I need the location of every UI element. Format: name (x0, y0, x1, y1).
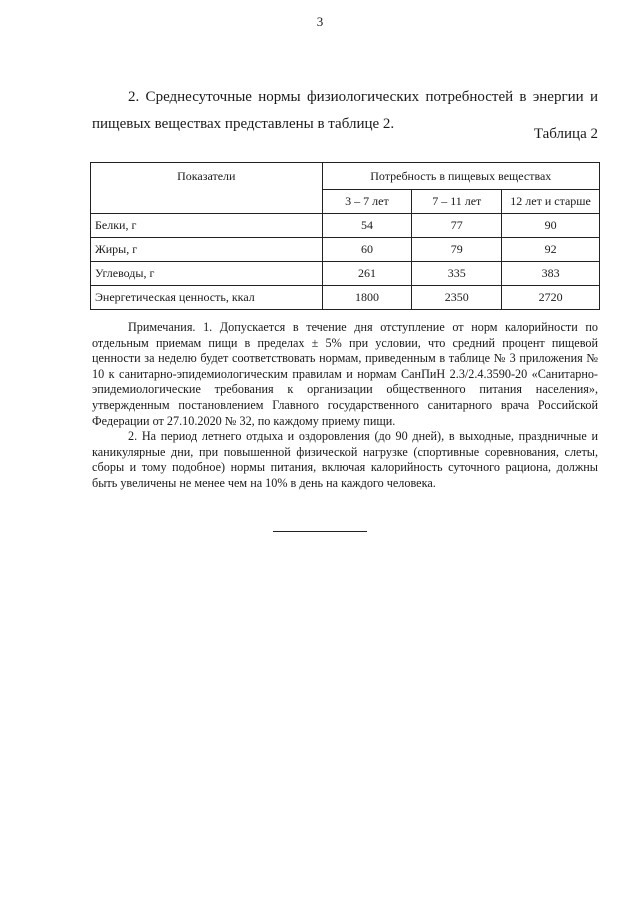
notes-section (92, 320, 598, 492)
row-label: Энергетическая ценность, ккал (91, 286, 323, 310)
row-value: 2720 (502, 286, 600, 310)
row-value: 1800 (322, 286, 412, 310)
row-value: 54 (322, 214, 412, 238)
row-value: 335 (412, 262, 502, 286)
intro-paragraph: 2. Среднесуточные нормы физиологических потребностей в энергии и пищевых веществах представлены в таблице 2. (92, 89, 598, 132)
row-value: 92 (502, 238, 600, 262)
row-label: Углеводы, г (91, 262, 323, 286)
end-divider (273, 531, 367, 532)
nutrition-table (90, 162, 600, 310)
age-group-header: 7 – 11 лет (412, 190, 502, 214)
row-value: 383 (502, 262, 600, 286)
row-value: 60 (322, 238, 412, 262)
row-value: 90 (502, 214, 600, 238)
row-label: Белки, г (91, 214, 323, 238)
table-row (91, 262, 600, 286)
header-indicator: Показатели (91, 163, 323, 214)
age-group-header: 12 лет и старше (502, 190, 600, 214)
table-row (91, 238, 600, 262)
page-number: 3 (316, 14, 324, 29)
row-value: 79 (412, 238, 502, 262)
header-need: Потребность в пищевых веществах (322, 163, 599, 190)
table-row (91, 286, 600, 310)
row-value: 77 (412, 214, 502, 238)
age-group-header: 3 – 7 лет (322, 190, 412, 214)
row-value: 261 (322, 262, 412, 286)
row-value: 2350 (412, 286, 502, 310)
row-label: Жиры, г (91, 238, 323, 262)
table-row (91, 214, 600, 238)
table-caption: Таблица 2 (533, 126, 598, 142)
table-header-row (91, 163, 600, 190)
note-2: 2. На период летнего отдыха и оздоровления (до 90 дней), в выходные, праздничные и каникулярные дни, при повышенной физической нагрузке (спортивные соревнования, слеты, сборы и тому подобное) нормы питания, включая калорийность суточного рациона, должны быть увеличены не менее чем на 10% в день на каждого человека. (92, 429, 598, 490)
note-1: Примечания. 1. Допускается в течение дня отступление от норм калорийности по отдельным приемам пищи в пределах ± 5% при условии, что средний процент пищевой ценности за неделю будет соответствовать нормам, приведенным в таблице № 3 приложения № 10 к санитарно-эпидемиологическим правилам и нормам СанПиН 2.3/2.4.3590-20 «Санитарно-эпидемиологические требования к организации общественного питания населения», утвержденным постановлением Главного государственного санитарного врача Российской Федерации от 27.10.2020 № 32, по каждому приему пищи. (92, 320, 598, 428)
